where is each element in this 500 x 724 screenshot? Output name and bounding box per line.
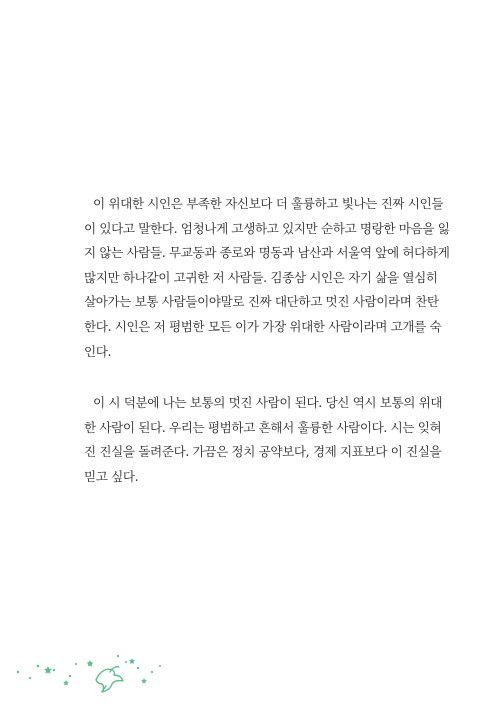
paragraph-1 (84, 192, 458, 364)
paragraph-line: 한다. 시인은 저 평범한 모든 이가 가장 위대한 사람이라며 고개를 숙 (84, 318, 442, 334)
paragraph-line: 진 진실을 돌려준다. 가끔은 정치 공약보다, 경제 지표보다 이 진실을 (84, 444, 442, 460)
paragraph-2 (84, 391, 458, 489)
paragraph-line: 한 사람이 된다. 우리는 평범하고 흔해서 훌륭한 사람이다. 시는 잊혀 (84, 419, 442, 435)
paragraph-line: 인다. (84, 343, 112, 359)
paragraph-line: 이 위대한 시인은 부족한 자신보다 더 훌륭하고 빛나는 진짜 시인들 (93, 196, 444, 211)
paragraph-line: 이 있다고 말한다. 엄청나게 고생하고 있지만 순하고 명랑한 마음을 잃 (84, 220, 450, 236)
bird-with-stars-icon (14, 652, 174, 700)
paragraph-line: 믿고 싶다. (84, 468, 139, 484)
paragraph-line: 이 시 덕분에 나는 보통의 멋진 사람이 된다. 당신 역시 보통의 위대 (93, 395, 443, 410)
paragraph-line: 지 않는 사람들. 무교동과 종로와 명동과 남산과 서울역 앞에 허다하게 (84, 245, 450, 261)
paragraph-line: 살아가는 보통 사람들이야말로 진짜 대단하고 멋진 사람이라며 찬탄 (84, 294, 439, 310)
paragraph-line: 많지만 하나같이 고귀한 저 사람들. 김종삼 시인은 자기 삶을 열심히 (84, 269, 438, 285)
